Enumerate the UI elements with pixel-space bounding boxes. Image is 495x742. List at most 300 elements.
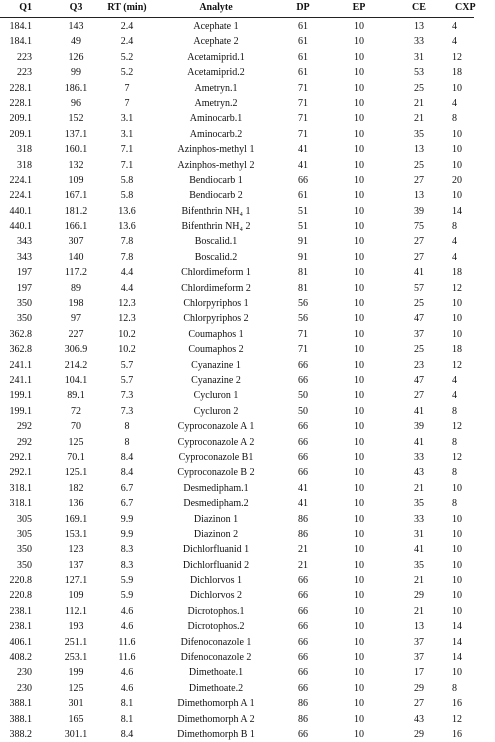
cell-rt: 5.7 (120, 359, 134, 371)
table-row (0, 19, 474, 34)
cell-q3: 140 (68, 251, 84, 263)
cell-rt: 5.2 (120, 51, 134, 63)
table-row (0, 481, 474, 496)
cell-ep: 10 (354, 590, 364, 602)
cell-ep: 10 (354, 528, 364, 540)
cell-rt: 5.8 (120, 190, 134, 202)
cell-cxp: 4 (452, 251, 457, 263)
cell-ce: 13 (414, 190, 424, 202)
cell-q3: 99 (71, 67, 81, 79)
cell-q3: 160.1 (64, 144, 88, 156)
header-rt: RT (min) (107, 2, 147, 13)
cell-rt: 11.6 (118, 636, 136, 648)
cell-dp: 66 (298, 636, 308, 648)
cell-ce: 25 (414, 298, 424, 310)
cell-rt: 9.9 (120, 513, 134, 525)
cell-cxp: 4 (452, 236, 457, 248)
cell-q3: 70 (71, 421, 81, 433)
cell-dp: 21 (298, 559, 308, 571)
cell-ce: 47 (414, 374, 424, 386)
cell-q3: 169.1 (64, 513, 88, 525)
cell-q1: 350 (17, 313, 32, 325)
cell-rt: 12.3 (118, 298, 136, 310)
cell-ce: 27 (414, 236, 424, 248)
cell-q1: 230 (17, 682, 32, 694)
cell-ce: 31 (414, 528, 424, 540)
cell-cxp: 10 (452, 605, 462, 617)
cell-analyte: Diazinon 1 (193, 513, 239, 525)
cell-cxp: 8 (452, 467, 457, 479)
cell-rt: 5.9 (120, 575, 134, 587)
cell-rt: 7.3 (120, 405, 134, 417)
cell-q1: 305 (17, 513, 32, 525)
cell-analyte: Desmedipham.2 (183, 498, 249, 510)
cell-analyte: Dimethoate.1 (188, 667, 244, 679)
cell-dp: 66 (298, 682, 308, 694)
cell-q1: 223 (17, 51, 32, 63)
cell-q1: 197 (17, 282, 32, 294)
cell-dp: 41 (298, 498, 308, 510)
cell-analyte: Acetamiprid.1 (187, 51, 245, 63)
cell-analyte: Dimethomorph A 2 (177, 713, 255, 725)
cell-cxp: 10 (452, 559, 462, 571)
cell-cxp: 14 (452, 652, 462, 664)
cell-ep: 10 (354, 374, 364, 386)
table-row (0, 265, 474, 280)
table-row (0, 696, 474, 711)
table-row (0, 311, 474, 326)
cell-ep: 10 (354, 36, 364, 48)
cell-ce: 39 (414, 421, 424, 433)
cell-dp: 71 (298, 328, 308, 340)
cell-dp: 71 (298, 128, 308, 140)
cell-rt: 4.6 (120, 667, 134, 679)
cell-q3: 137.1 (64, 128, 88, 140)
table-row (0, 327, 474, 342)
cell-analyte: Chlorpyriphos 2 (183, 313, 249, 325)
cell-q3: 112.1 (64, 605, 88, 617)
cell-analyte: Dichlorfluanid 1 (182, 544, 250, 556)
cell-analyte: Dichlorvos 1 (190, 575, 242, 587)
cell-analyte: Dichlorfluanid 2 (182, 559, 250, 571)
header-q3: Q3 (69, 2, 83, 13)
cell-analyte: Desmedipham.1 (183, 482, 249, 494)
cell-ep: 10 (354, 575, 364, 587)
cell-cxp: 10 (452, 128, 462, 140)
cell-ep: 10 (354, 128, 364, 140)
cell-q1: 238.1 (9, 605, 32, 617)
cell-q1: 241.1 (9, 359, 32, 371)
cell-cxp: 8 (452, 221, 457, 233)
cell-cxp: 10 (452, 667, 462, 679)
cell-analyte: Cyproconazole A 1 (177, 421, 255, 433)
cell-analyte: Dicrotophos.1 (187, 605, 245, 617)
cell-analyte: Cyanazine 2 (191, 374, 241, 386)
header-dp: DP (296, 2, 310, 13)
cell-analyte: Cycluron 1 (193, 390, 239, 402)
cell-cxp: 10 (452, 313, 462, 325)
cell-ep: 10 (354, 405, 364, 417)
table-row (0, 142, 474, 157)
cell-rt: 7.1 (120, 144, 134, 156)
cell-analyte: Chlordimeform 1 (181, 267, 251, 279)
cell-ep: 10 (354, 267, 364, 279)
table-row (0, 619, 474, 634)
table-row (0, 588, 474, 603)
table-row (0, 204, 474, 219)
cell-ce: 57 (414, 282, 424, 294)
cell-dp: 50 (298, 405, 308, 417)
cell-dp: 51 (298, 205, 308, 217)
cell-q3: 97 (71, 313, 81, 325)
cell-ce: 29 (414, 590, 424, 602)
cell-q3: 199 (68, 667, 84, 679)
cell-q1: 224.1 (9, 190, 32, 202)
cell-q3: 126 (68, 51, 84, 63)
cell-cxp: 14 (452, 636, 462, 648)
cell-cxp: 10 (452, 144, 462, 156)
cell-q3: 307 (68, 236, 84, 248)
table-row (0, 173, 474, 188)
cell-cxp: 4 (452, 21, 457, 32)
cell-ce: 21 (414, 113, 424, 125)
table-row (0, 604, 474, 619)
cell-ep: 10 (354, 467, 364, 479)
cell-cxp: 10 (452, 82, 462, 94)
cell-dp: 21 (298, 544, 308, 556)
cell-ep: 10 (354, 282, 364, 294)
cell-ce: 75 (414, 221, 424, 233)
cell-dp: 71 (298, 113, 308, 125)
table-row (0, 281, 474, 296)
table-row (0, 250, 474, 265)
cell-analyte: Coumaphos 1 (188, 328, 244, 340)
cell-q1: 318 (17, 159, 32, 171)
cell-cxp: 12 (452, 359, 462, 371)
cell-ep: 10 (354, 21, 364, 32)
table-row (0, 635, 474, 650)
cell-rt: 10.2 (118, 328, 136, 340)
cell-q3: 167.1 (64, 190, 88, 202)
cell-analyte: Acetamiprid.2 (187, 67, 245, 79)
cell-q1: 440.1 (9, 205, 32, 217)
cell-q3: 123 (68, 544, 84, 556)
cell-cxp: 10 (452, 298, 462, 310)
cell-cxp: 10 (452, 482, 462, 494)
cell-ce: 33 (414, 513, 424, 525)
cell-rt: 9.9 (120, 528, 134, 540)
cell-cxp: 10 (452, 528, 462, 540)
cell-cxp: 10 (452, 513, 462, 525)
cell-analyte: Chlorpyriphos 1 (183, 298, 249, 310)
cell-rt: 4.6 (120, 621, 134, 633)
cell-q3: 227 (68, 328, 84, 340)
cell-rt: 7.3 (120, 390, 134, 402)
cell-dp: 41 (298, 144, 308, 156)
cell-ep: 10 (354, 667, 364, 679)
cell-q1: 199.1 (9, 390, 32, 402)
cell-q3: 143 (68, 21, 84, 32)
cell-cxp: 10 (452, 190, 462, 202)
table-row (0, 712, 474, 727)
cell-ep: 10 (354, 421, 364, 433)
cell-ce: 13 (414, 621, 424, 633)
cell-analyte: Chlordimeform 2 (181, 282, 251, 294)
table-row (0, 465, 474, 480)
cell-ep: 10 (354, 221, 364, 233)
cell-ep: 10 (354, 482, 364, 494)
cell-dp: 51 (298, 221, 308, 233)
cell-q1: 388.1 (9, 713, 32, 725)
cell-rt: 6.7 (120, 498, 134, 510)
cell-cxp: 16 (452, 698, 462, 710)
cell-q1: 305 (17, 528, 32, 540)
cell-ep: 10 (354, 190, 364, 202)
cell-q3: 193 (68, 621, 84, 633)
cell-analyte: Bendiocarb 2 (189, 190, 243, 202)
cell-ep: 10 (354, 682, 364, 694)
table-row (0, 50, 474, 65)
cell-dp: 91 (298, 236, 308, 248)
cell-analyte: Difenoconazole 2 (180, 652, 252, 664)
cell-dp: 61 (298, 21, 308, 32)
cell-rt: 2.4 (120, 21, 134, 32)
table-row (0, 388, 474, 403)
cell-q1: 343 (17, 236, 32, 248)
cell-q1: 228.1 (9, 97, 32, 109)
cell-cxp: 16 (452, 728, 462, 740)
cell-dp: 81 (298, 282, 308, 294)
cell-ce: 29 (414, 682, 424, 694)
cell-q3: 104.1 (64, 374, 88, 386)
cell-ce: 33 (414, 451, 424, 463)
cell-dp: 61 (298, 36, 308, 48)
cell-q1: 292 (17, 421, 32, 433)
cell-analyte: Bifenthrin NH₄ 2 (181, 221, 251, 233)
cell-ce: 41 (414, 405, 424, 417)
cell-cxp: 4 (452, 36, 457, 48)
cell-dp: 66 (298, 174, 308, 186)
cell-ce: 37 (414, 636, 424, 648)
cell-cxp: 18 (452, 267, 462, 279)
cell-rt: 7.1 (120, 159, 134, 171)
cell-ce: 27 (414, 174, 424, 186)
cell-ep: 10 (354, 344, 364, 356)
cell-q1: 350 (17, 544, 32, 556)
table-header (0, 0, 474, 16)
cell-q1: 318 (17, 144, 32, 156)
cell-q1: 199.1 (9, 405, 32, 417)
cell-ep: 10 (354, 144, 364, 156)
table-row (0, 527, 474, 542)
cell-ep: 10 (354, 51, 364, 63)
cell-rt: 6.7 (120, 482, 134, 494)
cell-cxp: 8 (452, 113, 457, 125)
table-row (0, 65, 474, 80)
cell-cxp: 10 (452, 159, 462, 171)
cell-ce: 23 (414, 359, 424, 371)
cell-q1: 318.1 (9, 498, 32, 510)
table-row (0, 435, 474, 450)
cell-analyte: Cyproconazole A 2 (177, 436, 255, 448)
cell-ep: 10 (354, 113, 364, 125)
cell-rt: 8.3 (120, 559, 134, 571)
cell-ep: 10 (354, 498, 364, 510)
cell-q3: 125 (68, 682, 84, 694)
cell-dp: 66 (298, 652, 308, 664)
cell-rt: 7 (124, 97, 130, 109)
header-ep: EP (352, 2, 366, 13)
cell-ep: 10 (354, 636, 364, 648)
table-row (0, 573, 474, 588)
cell-q3: 251.1 (64, 636, 88, 648)
cell-ce: 41 (414, 544, 424, 556)
cell-cxp: 18 (452, 344, 462, 356)
table-row (0, 650, 474, 665)
cell-q1: 230 (17, 667, 32, 679)
cell-dp: 86 (298, 698, 308, 710)
cell-analyte: Ametryn.2 (194, 97, 238, 109)
cell-ep: 10 (354, 544, 364, 556)
cell-q1: 343 (17, 251, 32, 263)
cell-analyte: Dimethoate.2 (188, 682, 244, 694)
cell-ep: 10 (354, 698, 364, 710)
cell-ep: 10 (354, 728, 364, 740)
cell-dp: 61 (298, 51, 308, 63)
cell-cxp: 12 (452, 713, 462, 725)
cell-q3: 132 (68, 159, 84, 171)
table-row (0, 127, 474, 142)
cell-q1: 440.1 (9, 221, 32, 233)
cell-cxp: 4 (452, 374, 457, 386)
cell-ce: 35 (414, 498, 424, 510)
cell-dp: 66 (298, 436, 308, 448)
cell-analyte: Ametryn.1 (194, 82, 238, 94)
cell-dp: 66 (298, 605, 308, 617)
cell-ep: 10 (354, 559, 364, 571)
cell-cxp: 20 (452, 174, 462, 186)
cell-dp: 86 (298, 713, 308, 725)
cell-ep: 10 (354, 713, 364, 725)
cell-ce: 31 (414, 51, 424, 63)
cell-q3: 127.1 (64, 575, 88, 587)
cell-q1: 184.1 (9, 21, 32, 32)
table-row (0, 81, 474, 96)
cell-dp: 66 (298, 667, 308, 679)
cell-cxp: 12 (452, 51, 462, 63)
cell-ce: 41 (414, 436, 424, 448)
cell-dp: 50 (298, 390, 308, 402)
cell-q1: 220.8 (9, 575, 32, 587)
cell-analyte: Dimethomorph A 1 (177, 698, 255, 710)
table-row (0, 296, 474, 311)
table-row (0, 34, 474, 49)
table-row (0, 404, 474, 419)
table-row (0, 512, 474, 527)
cell-ce: 37 (414, 652, 424, 664)
cell-q3: 166.1 (64, 221, 88, 233)
cell-ce: 37 (414, 328, 424, 340)
header-rule (0, 17, 474, 18)
cell-ce: 27 (414, 251, 424, 263)
cell-rt: 5.9 (120, 590, 134, 602)
cell-q1: 228.1 (9, 82, 32, 94)
cell-q3: 49 (71, 36, 81, 48)
cell-analyte: Boscalid.2 (194, 251, 238, 263)
table-body (0, 19, 474, 742)
cell-dp: 41 (298, 159, 308, 171)
cell-rt: 5.7 (120, 374, 134, 386)
cell-cxp: 8 (452, 682, 457, 694)
cell-q1: 292 (17, 436, 32, 448)
cell-ep: 10 (354, 82, 364, 94)
cell-q3: 96 (71, 97, 81, 109)
cell-q3: 109 (68, 174, 84, 186)
cell-ce: 43 (414, 713, 424, 725)
cell-ep: 10 (354, 652, 364, 664)
cell-analyte: Aminocarb.2 (189, 128, 243, 140)
cell-dp: 81 (298, 267, 308, 279)
cell-cxp: 12 (452, 451, 462, 463)
cell-cxp: 8 (452, 498, 457, 510)
cell-rt: 13.6 (118, 221, 136, 233)
cell-ep: 10 (354, 236, 364, 248)
header-cxp: CXP (455, 2, 476, 13)
cell-analyte: Cyproconazole B 2 (177, 467, 255, 479)
cell-cxp: 12 (452, 421, 462, 433)
cell-ce: 21 (414, 605, 424, 617)
cell-rt: 8.4 (120, 467, 134, 479)
cell-ep: 10 (354, 436, 364, 448)
cell-q1: 241.1 (9, 374, 32, 386)
cell-cxp: 14 (452, 205, 462, 217)
cell-rt: 8 (124, 436, 130, 448)
cell-ep: 10 (354, 97, 364, 109)
cell-analyte: Boscalid.1 (194, 236, 238, 248)
cell-ce: 35 (414, 559, 424, 571)
cell-dp: 56 (298, 298, 308, 310)
header-analyte: Analyte (199, 2, 233, 13)
cell-q3: 89 (71, 282, 81, 294)
cell-q3: 153.1 (64, 528, 88, 540)
cell-q1: 184.1 (9, 36, 32, 48)
cell-ce: 25 (414, 82, 424, 94)
cell-rt: 7 (124, 82, 130, 94)
cell-analyte: Coumaphos 2 (188, 344, 244, 356)
cell-analyte: Dichlorvos 2 (190, 590, 242, 602)
cell-rt: 5.2 (120, 67, 134, 79)
cell-q1: 238.1 (9, 621, 32, 633)
cell-ep: 10 (354, 67, 364, 79)
cell-analyte: Bifenthrin NH₄ 1 (181, 205, 251, 217)
cell-ce: 47 (414, 313, 424, 325)
cell-ep: 10 (354, 328, 364, 340)
cell-cxp: 8 (452, 405, 457, 417)
cell-q3: 152 (68, 113, 84, 125)
cell-dp: 86 (298, 513, 308, 525)
cell-ep: 10 (354, 174, 364, 186)
table-row (0, 111, 474, 126)
cell-q3: 181.2 (64, 205, 88, 217)
cell-q1: 406.1 (9, 636, 32, 648)
cell-rt: 12.3 (118, 313, 136, 325)
cell-q3: 117.2 (64, 267, 88, 279)
cell-analyte: Acephate 1 (193, 21, 239, 32)
cell-rt: 8.1 (120, 698, 134, 710)
cell-rt: 11.6 (118, 652, 136, 664)
cell-ce: 35 (414, 128, 424, 140)
cell-q3: 306.9 (64, 344, 88, 356)
